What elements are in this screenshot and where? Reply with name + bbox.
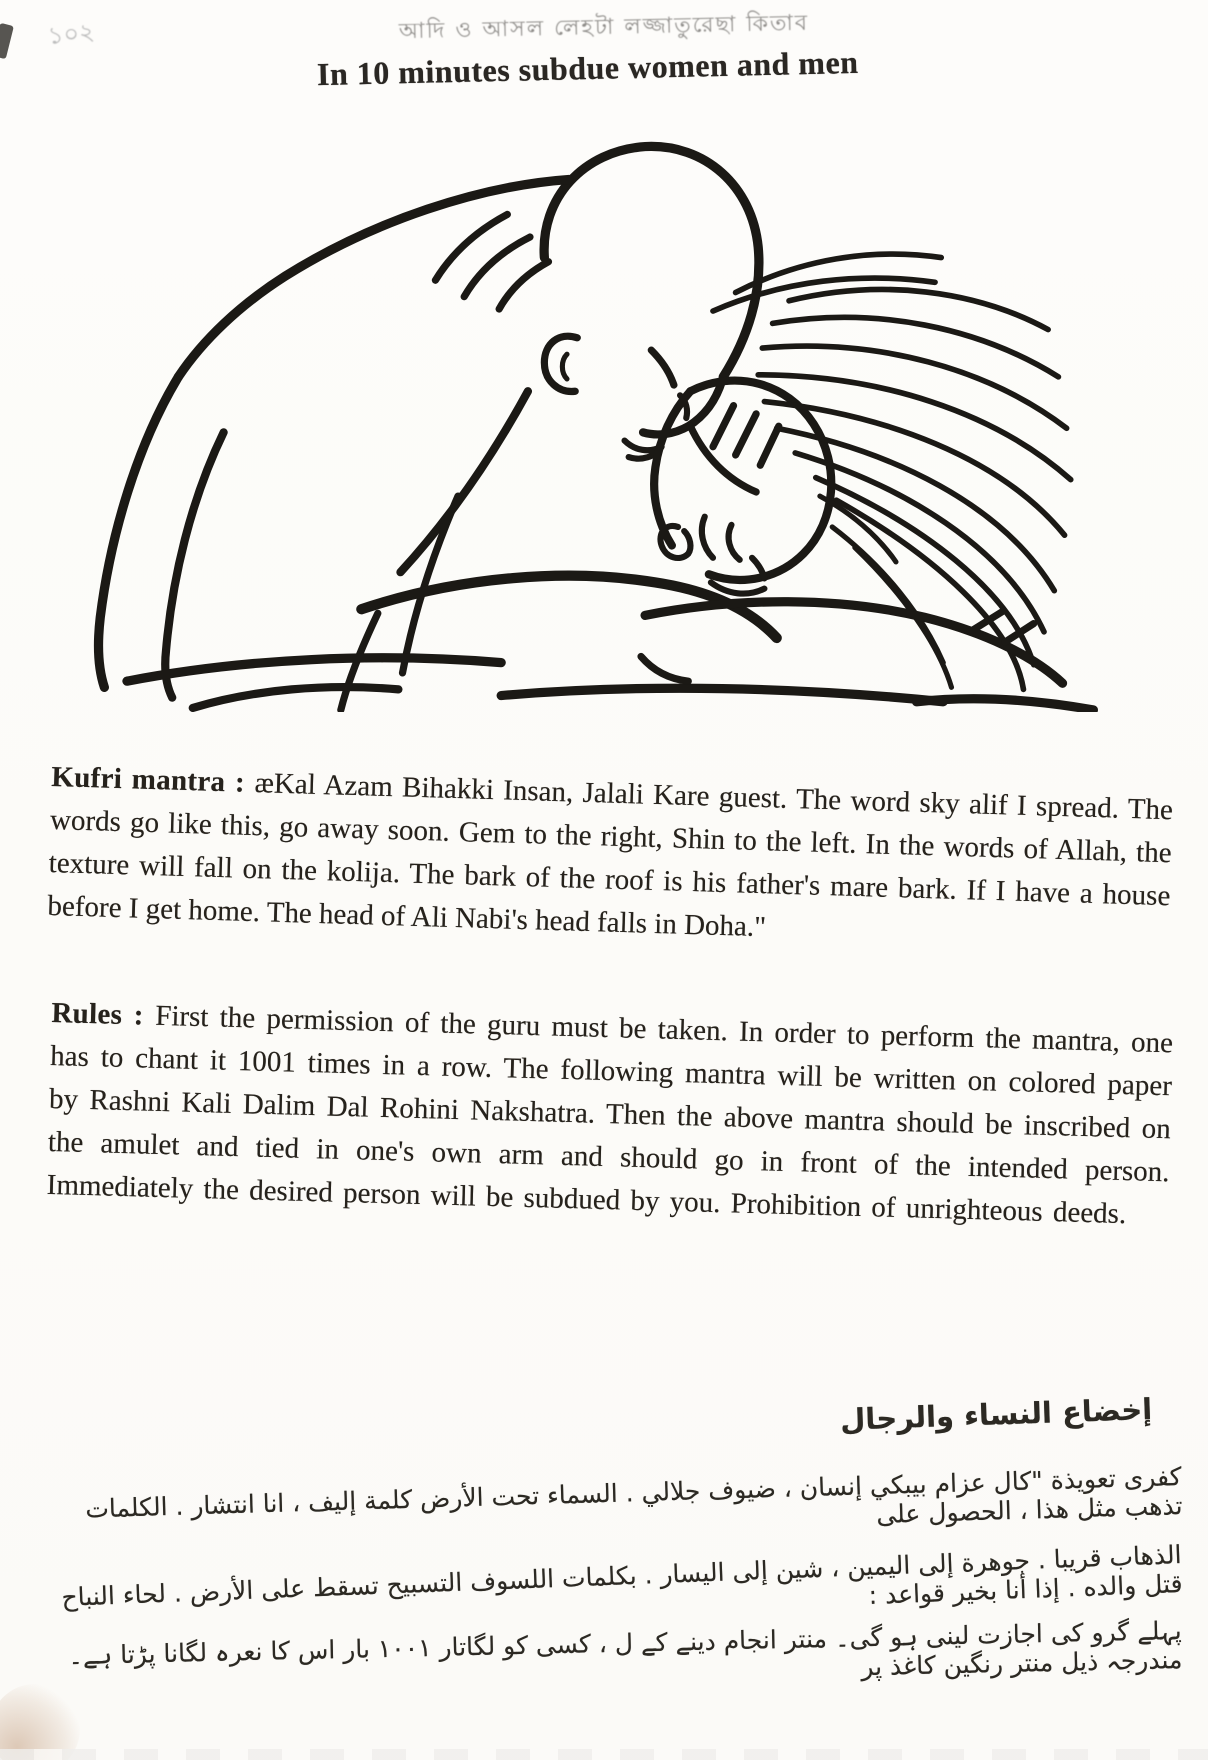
- rules-label: Rules :: [50, 996, 156, 1032]
- kufri-mantra-label: Kufri mantra :: [50, 760, 256, 800]
- urdu-text-line-3: پہلے گرو کی اجازت لینی ہو گی۔ منتر انجام دینے کے ل ، کسی کو لگاتار ۱۰۰۱ بار اس کا نعرہ لگانا پڑتا ہے۔ مندرجہ ذیل منتر رنگین کاغذ پر: [67, 1616, 1183, 1682]
- scan-bottom-dashes: [0, 1749, 1208, 1760]
- kufri-mantra-text: æKal Azam Bihakki Insan, Jalali Kare guest. The word sky alif I spread. The words go like this, go away soon. Gem to the right, Shin to the left. In the words of Allah, the texture will fall on the kolija. The bark of the roof is his father's mare bark. If I have a house before I get home. The head of Ali Nabi's head falls in Doha.": [47, 767, 1174, 944]
- arabic-section-heading: إخضاع النساء والرجال: [839, 1392, 1153, 1437]
- couple-line-drawing-illustration: [58, 126, 1150, 712]
- rules-text: First the permission of the guru must be taken. In order to perform the mantra, one has to chant it 1001 times in a row. The following mantra will be written on colored paper by Rashni Kali Dalim Dal Rohini Nakshatra. Then the above mantra should be inscribed on the amulet and tied in one's own arm and should go in front of the intended person. Immediately the desired person will be subdued by you. Prohibition of unrighteous deeds.: [46, 999, 1174, 1231]
- arabic-text-line-2: الذهاب قريبا . جوهرة إلى اليمين ، شين إلى اليسار . بكلمات اللسوف التسبيح تسقط على الأرض . لحاء النباح قتل والده . إذا أنا بخير قواعد :: [60, 1540, 1184, 1613]
- arabic-text-line-1: كفرى تعويذة "كال عزام بيبكي إنسان ، ضيوف جلالي . السماء تحت الأرض كلمة إليف ، انا انتشار . الكلمات تذهب مثل هذا ، الحصول على: [84, 1462, 1183, 1530]
- kufri-mantra-paragraph: [47, 756, 1174, 961]
- bengali-running-header: আদি ও আসল লেহটা লজ্জাতুরেছা কিতাব: [398, 10, 810, 45]
- page-title: In 10 minutes subdue women and men: [316, 43, 859, 93]
- rules-paragraph: [46, 992, 1173, 1237]
- page-number: ১০২: [46, 17, 96, 51]
